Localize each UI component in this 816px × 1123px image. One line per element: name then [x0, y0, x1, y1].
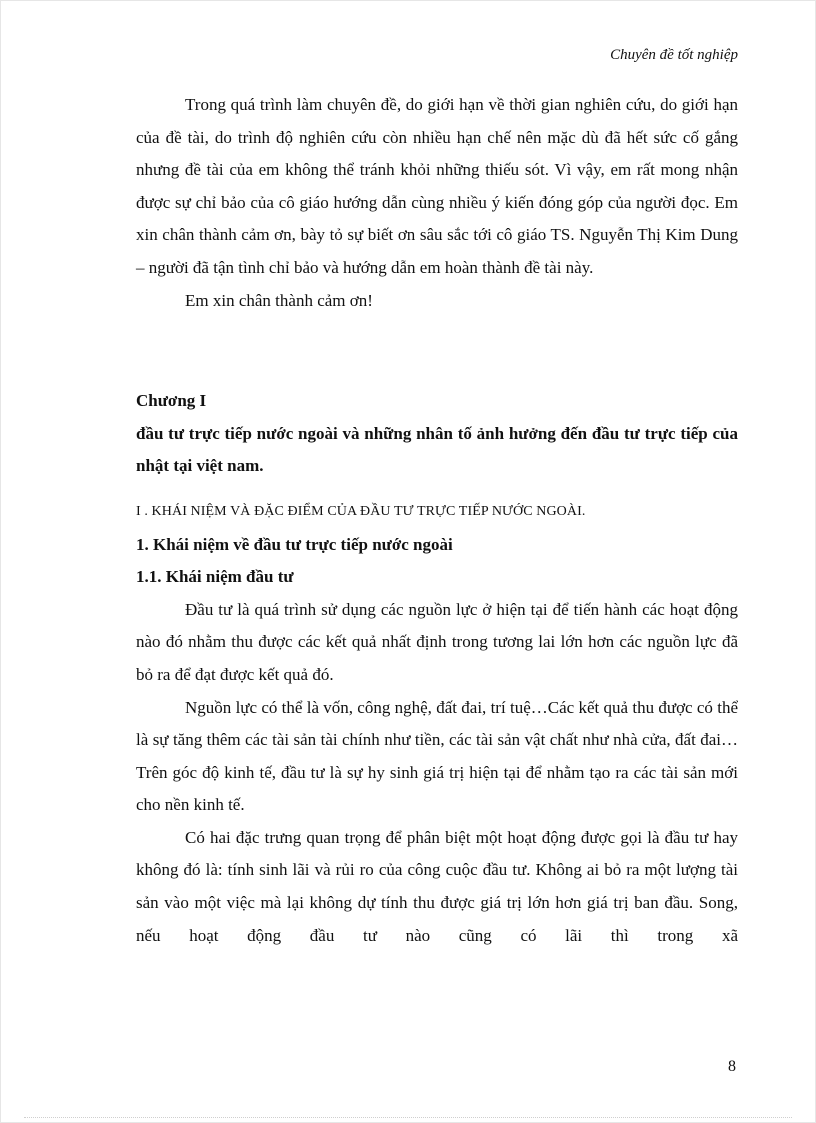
body-paragraph: Có hai đặc trưng quan trọng để phân biệt một hoạt động được gọi là đầu tư hay không đó là: tính sinh lãi và rủi ro của công cuộc đầu tư. Không ai bỏ ra một lượng tài sản vào một việc mà lại không dự tính thu được giá trị lớn hơn giá trị ban đầu. Song, nếu hoạt động đầu tư nào cũng có lãi thì trong xã	[136, 827, 738, 945]
subsection-heading: 1. Khái niệm về đầu tư trực tiếp nước ngoài	[136, 534, 453, 554]
intro-thanks: Em xin chân thành cảm ơn!	[185, 290, 373, 310]
page-content	[136, 89, 738, 952]
body-paragraph: Đầu tư là quá trình sử dụng các nguồn lực ở hiện tại để tiến hành các hoạt động nào đó nhằm thu được các kết quả nhất định trong tương lai lớn hơn các nguồn lực đã bỏ ra để đạt được kết quả đó.	[136, 599, 738, 684]
intro-paragraph: Trong quá trình làm chuyên đề, do giới hạn về thời gian nghiên cứu, do giới hạn của đề tài, do trình độ nghiên cứu còn nhiều hạn chế nên mặc dù đã hết sức cố gắng nhưng đề tài của em không thể tránh khỏi những thiếu sót. Vì vậy, em rất mong nhận được sự chỉ bảo của cô giáo hướng dẫn cùng nhiều ý kiến đóng góp của người đọc. Em xin chân thành cảm ơn, bày tỏ sự biết ơn sâu sắc tới cô giáo TS. Nguyễn Thị Kim Dung – người đã tận tình chỉ bảo và hướng dẫn em hoàn thành đề tài này.	[136, 95, 738, 277]
running-header: Chuyên đề tốt nghiệp	[610, 47, 738, 63]
chapter-title: đầu tư trực tiếp nước ngoài và những nhân tố ảnh hưởng đến đầu tư trực tiếp của nhật tại việt nam.	[136, 423, 738, 476]
body-paragraph: Nguồn lực có thể là vốn, công nghệ, đất đai, trí tuệ…Các kết quả thu được có thể là sự tăng thêm các tài sản tài chính như tiền, các tài sản vật chất như nhà cửa, đất đai…Trên góc độ kinh tế, đầu tư là sự hy sinh giá trị hiện tại để nhằm tạo ra các tài sản mới cho nền kinh tế.	[136, 697, 738, 815]
chapter-label: Chương I	[136, 391, 207, 411]
page-bottom-rule	[24, 1117, 792, 1118]
page-number: 8	[728, 1058, 736, 1075]
subsubsection-heading: 1.1. Khái niệm đầu tư	[136, 567, 294, 587]
section-heading: I . KHÁI NIỆM VÀ ĐẶC ĐIỂM CỦA ĐẦU TƯ TRỰC TIẾP NƯỚC NGOÀI.	[136, 503, 586, 519]
